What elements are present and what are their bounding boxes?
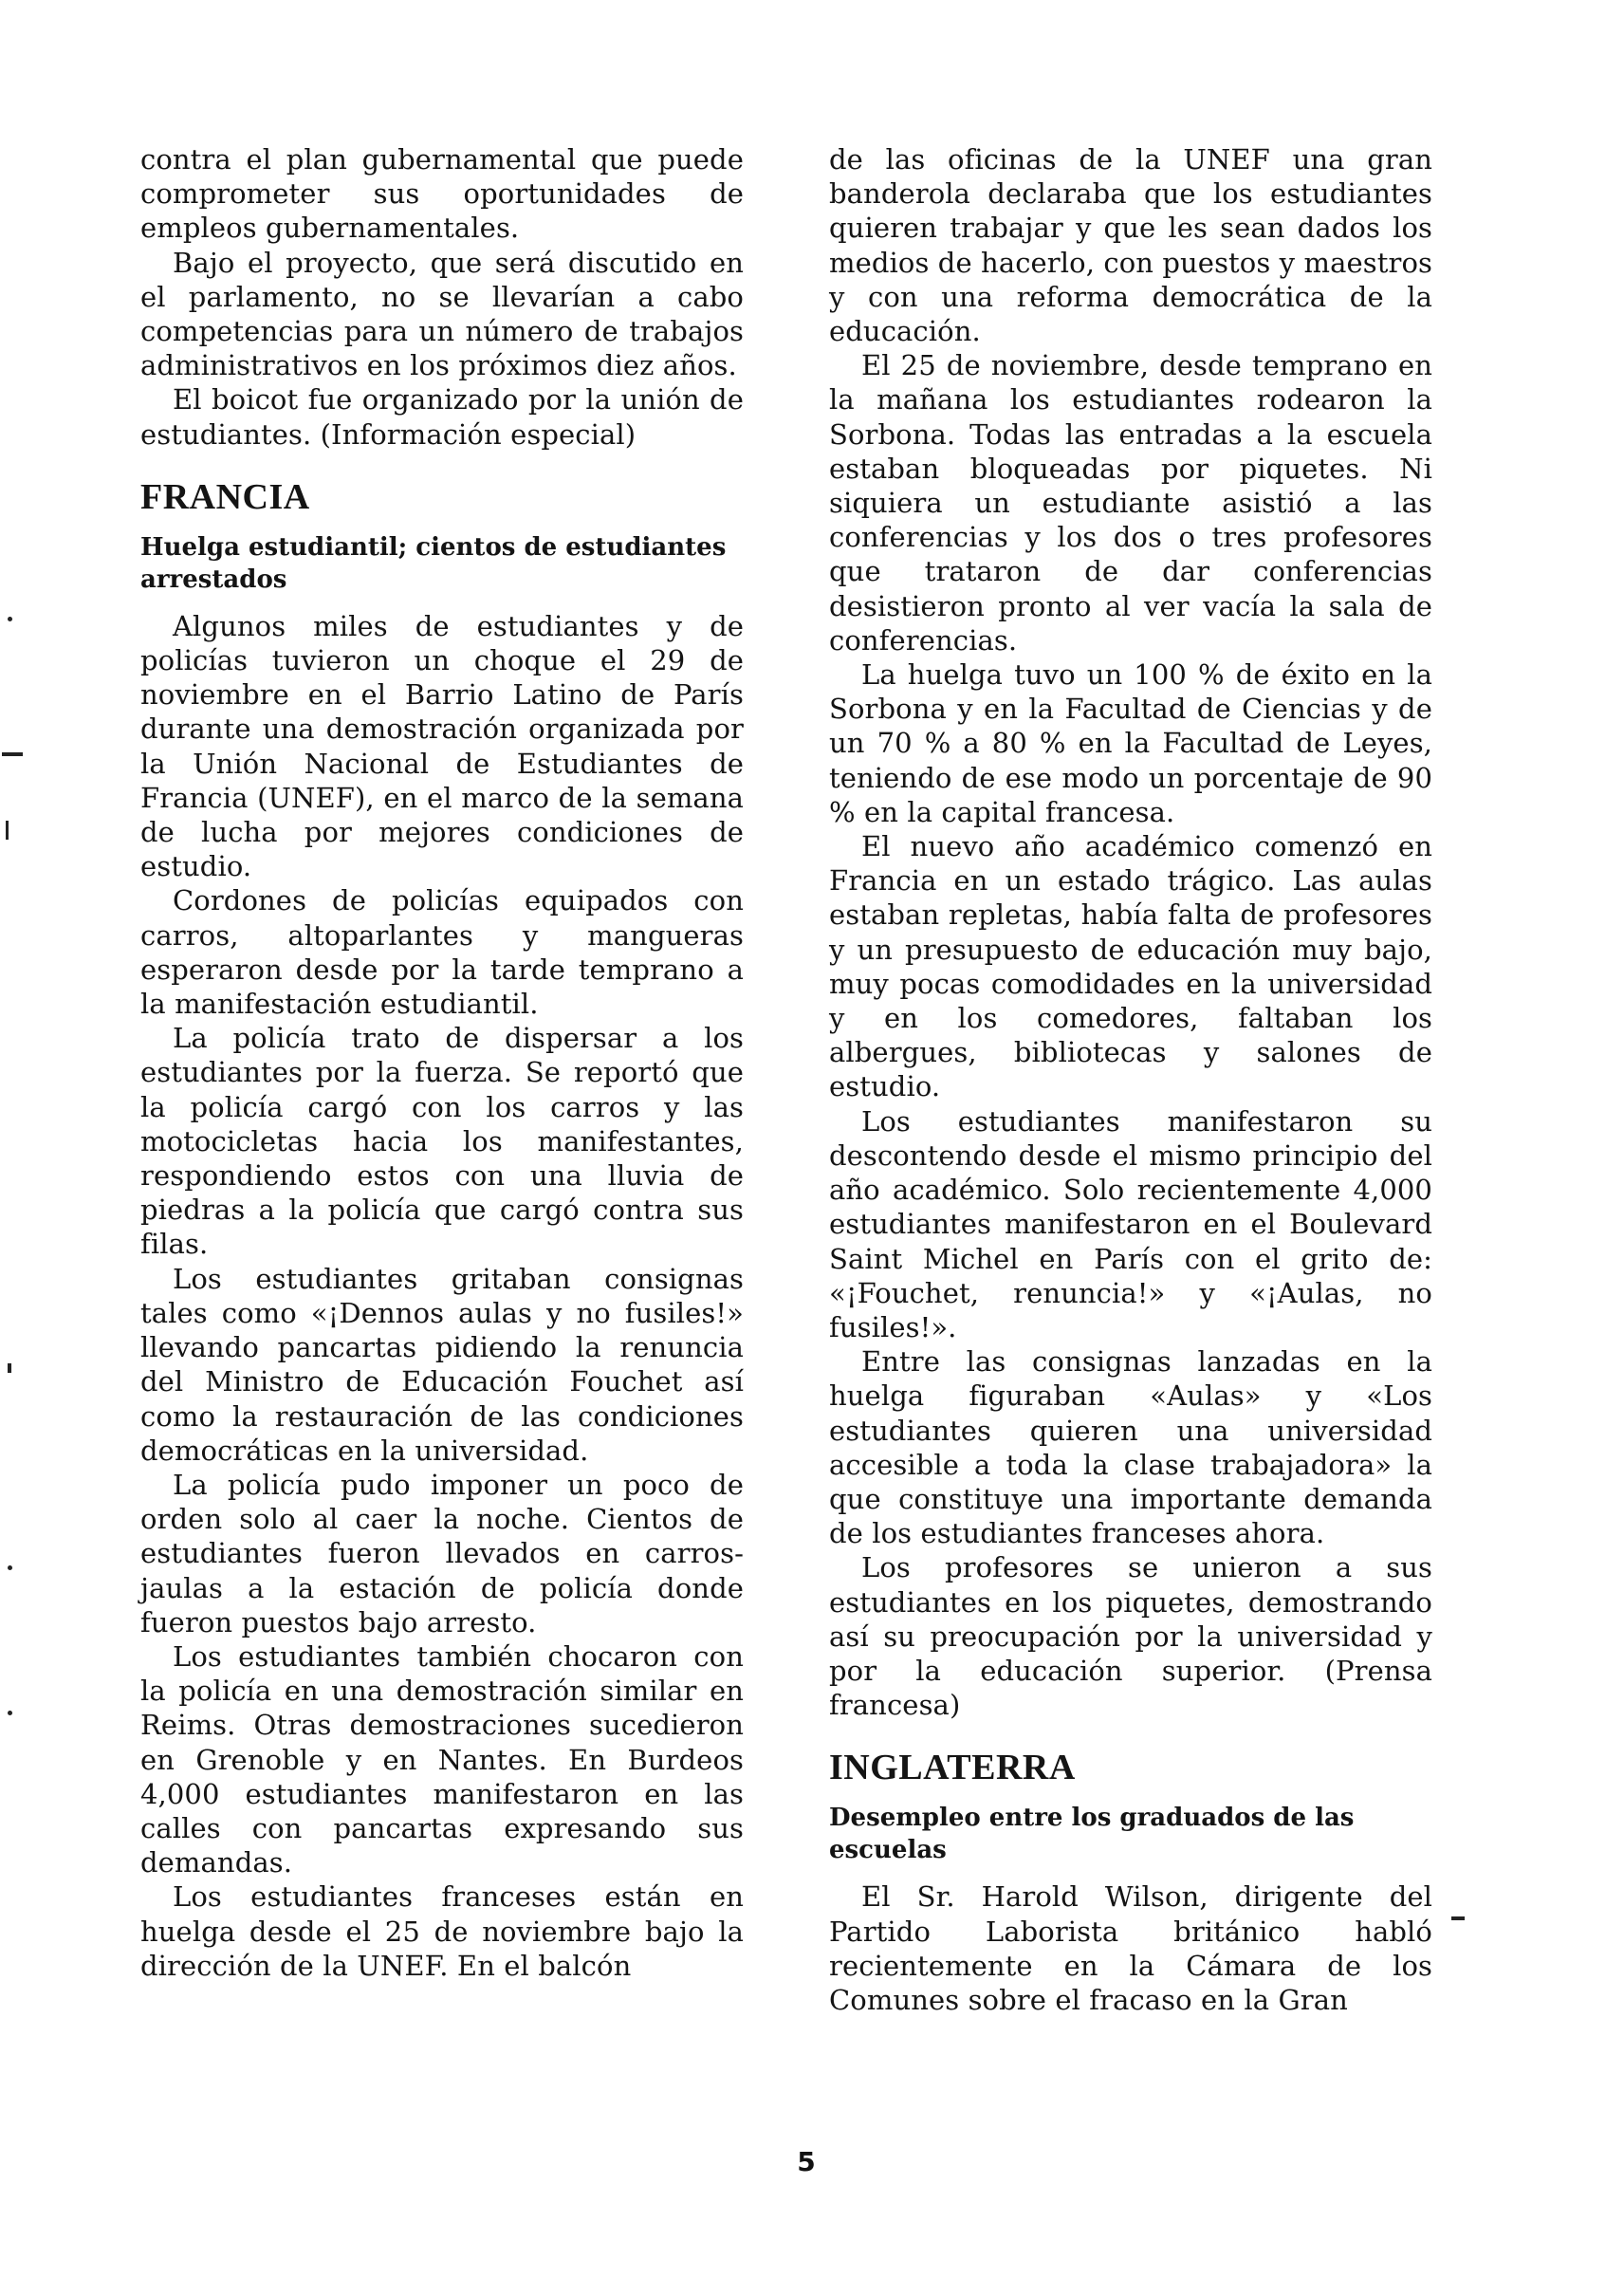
page-number: 5 xyxy=(797,2146,816,2177)
scan-mark xyxy=(8,1711,12,1715)
scan-mark xyxy=(1451,1916,1465,1920)
scan-mark xyxy=(8,1363,11,1373)
paragraph: La policía trato de dispersar a los estudiantes por la fuerza. Se reportó que la policía cargó con los carros y las motocicletas hacia los manifestantes, respondiendo estos con una lluvia de piedras a la policía que cargó contra sus filas. xyxy=(140,1022,744,1261)
paragraph: El nuevo año académico comenzó en Francia en un estado trágico. Las aulas estaban repletas, había falta de profesores y un presupuesto de educación muy bajo, muy pocas comodidades en la universidad y en los comedores, faltaban los albergues, bibliotecas y salones de estudio. xyxy=(829,830,1432,1103)
scan-mark xyxy=(8,1565,12,1570)
scan-mark xyxy=(8,617,12,621)
paragraph: contra el plan gubernamental que puede comprometer sus oportunidades de empleos gubernamentales. xyxy=(140,143,744,245)
paragraph: Algunos miles de estudiantes y de policías tuvieron un choque el 29 de noviembre en el Barrio Latino de París durante una demostración organizada por la Unión Nacional de Estudiantes de Francia (UNEF), en el marco de la semana de lucha por mejores condiciones de estudio. xyxy=(140,609,744,883)
paragraph: El boicot fue organizado por la unión de estudiantes. (Información especial) xyxy=(140,383,744,451)
paragraph: La policía pudo imponer un poco de orden solo al caer la noche. Cientos de estudiantes fueron llevados en carros-jaulas a la estación de policía donde fueron puestos bajo arresto. xyxy=(140,1468,744,1638)
paragraph: El 25 de noviembre, desde temprano en la mañana los estudiantes rodearon la Sorbona. Todas las entradas a la escuela estaban bloqueadas por piquetes. Ni siquiera un estudiante asistió a las conferencias y los dos o tres profesores que trataron de dar conferencias desistieron pronto al ver vacía la sala de conferencias. xyxy=(829,349,1432,657)
paragraph: Bajo el proyecto, que será discutido en el parlamento, no se llevarían a cabo competencias para un número de trabajos administrativos en los próximos diez años. xyxy=(140,246,744,382)
subheading: Desempleo entre los graduados de las escuelas xyxy=(829,1804,1355,1865)
paragraph: El Sr. Harold Wilson, dirigente del Partido Laborista británico habló recientemente en la Cámara de los Comunes sobre el fracaso en la Gran xyxy=(829,1880,1432,2016)
right-column xyxy=(829,142,1432,2017)
paragraph: La huelga tuvo un 100 % de éxito en la Sorbona y en la Facultad de Ciencias y de un 70 % a 80 % en la Facultad de Leyes, teniendo de ese modo un porcentaje de 90 % en la capital francesa. xyxy=(829,658,1432,828)
paragraph: Cordones de policías equipados con carros, altoparlantes y mangueras esperaron desde por la tarde temprano a la manifestación estudiantil. xyxy=(140,884,744,1021)
paragraph: Los estudiantes también chocaron con la policía en una demostración similar en Reims. Otras demostraciones sucedieron en Grenoble y en Nantes. En Burdeos 4,000 estudiantes manifestaron en las calles con pancartas expresando sus demandas. xyxy=(140,1639,744,1879)
paragraph: Los estudiantes franceses están en huelga desde el 25 de noviembre bajo la dirección de la UNEF. En el balcón xyxy=(140,1880,744,1982)
paragraph: Los estudiantes manifestaron su descontendo desde el mismo principio del año académico. Solo recientemente 4,000 estudiantes manifestaron en el Boulevard Saint Michel en París con el grito de: «¡Fouchet, renuncia!» y «¡Aulas, no fusiles!». xyxy=(829,1104,1432,1343)
section-title-inglaterra: INGLATERRA xyxy=(829,1748,1076,1788)
paragraph: Los profesores se unieron a sus estudiantes en los piquetes, demostrando así su preocupación por la universidad y por la educación superior. (Prensa francesa) xyxy=(829,1551,1432,1722)
scan-mark xyxy=(6,821,9,840)
paragraph: de las oficinas de la UNEF una gran banderola declaraba que los estudiantes quieren trabajar y que les sean dados los medios de hacerlo, con puestos y maestros y con una reforma democrática de la educación. xyxy=(829,143,1432,348)
scan-mark xyxy=(2,752,23,756)
section-title-francia: FRANCIA xyxy=(140,476,310,517)
paragraph: Entre las consignas lanzadas en la huelga figuraban «Aulas» y «Los estudiantes quieren una universidad accesible a toda la clase trabajadora» la que constituye una importante demanda de los estudiantes franceses ahora. xyxy=(829,1345,1432,1550)
paragraph: Los estudiantes gritaban consignas tales como «¡Dennos aulas y no fusiles!» llevando pancartas pidiendo la renuncia del Ministro de Educación Fouchet así como la restauración de las condiciones democráticas en la universidad. xyxy=(140,1262,744,1467)
subheading: Huelga estudiantil; cientos de estudiantes arrestados xyxy=(140,532,727,594)
left-column xyxy=(140,142,744,1983)
